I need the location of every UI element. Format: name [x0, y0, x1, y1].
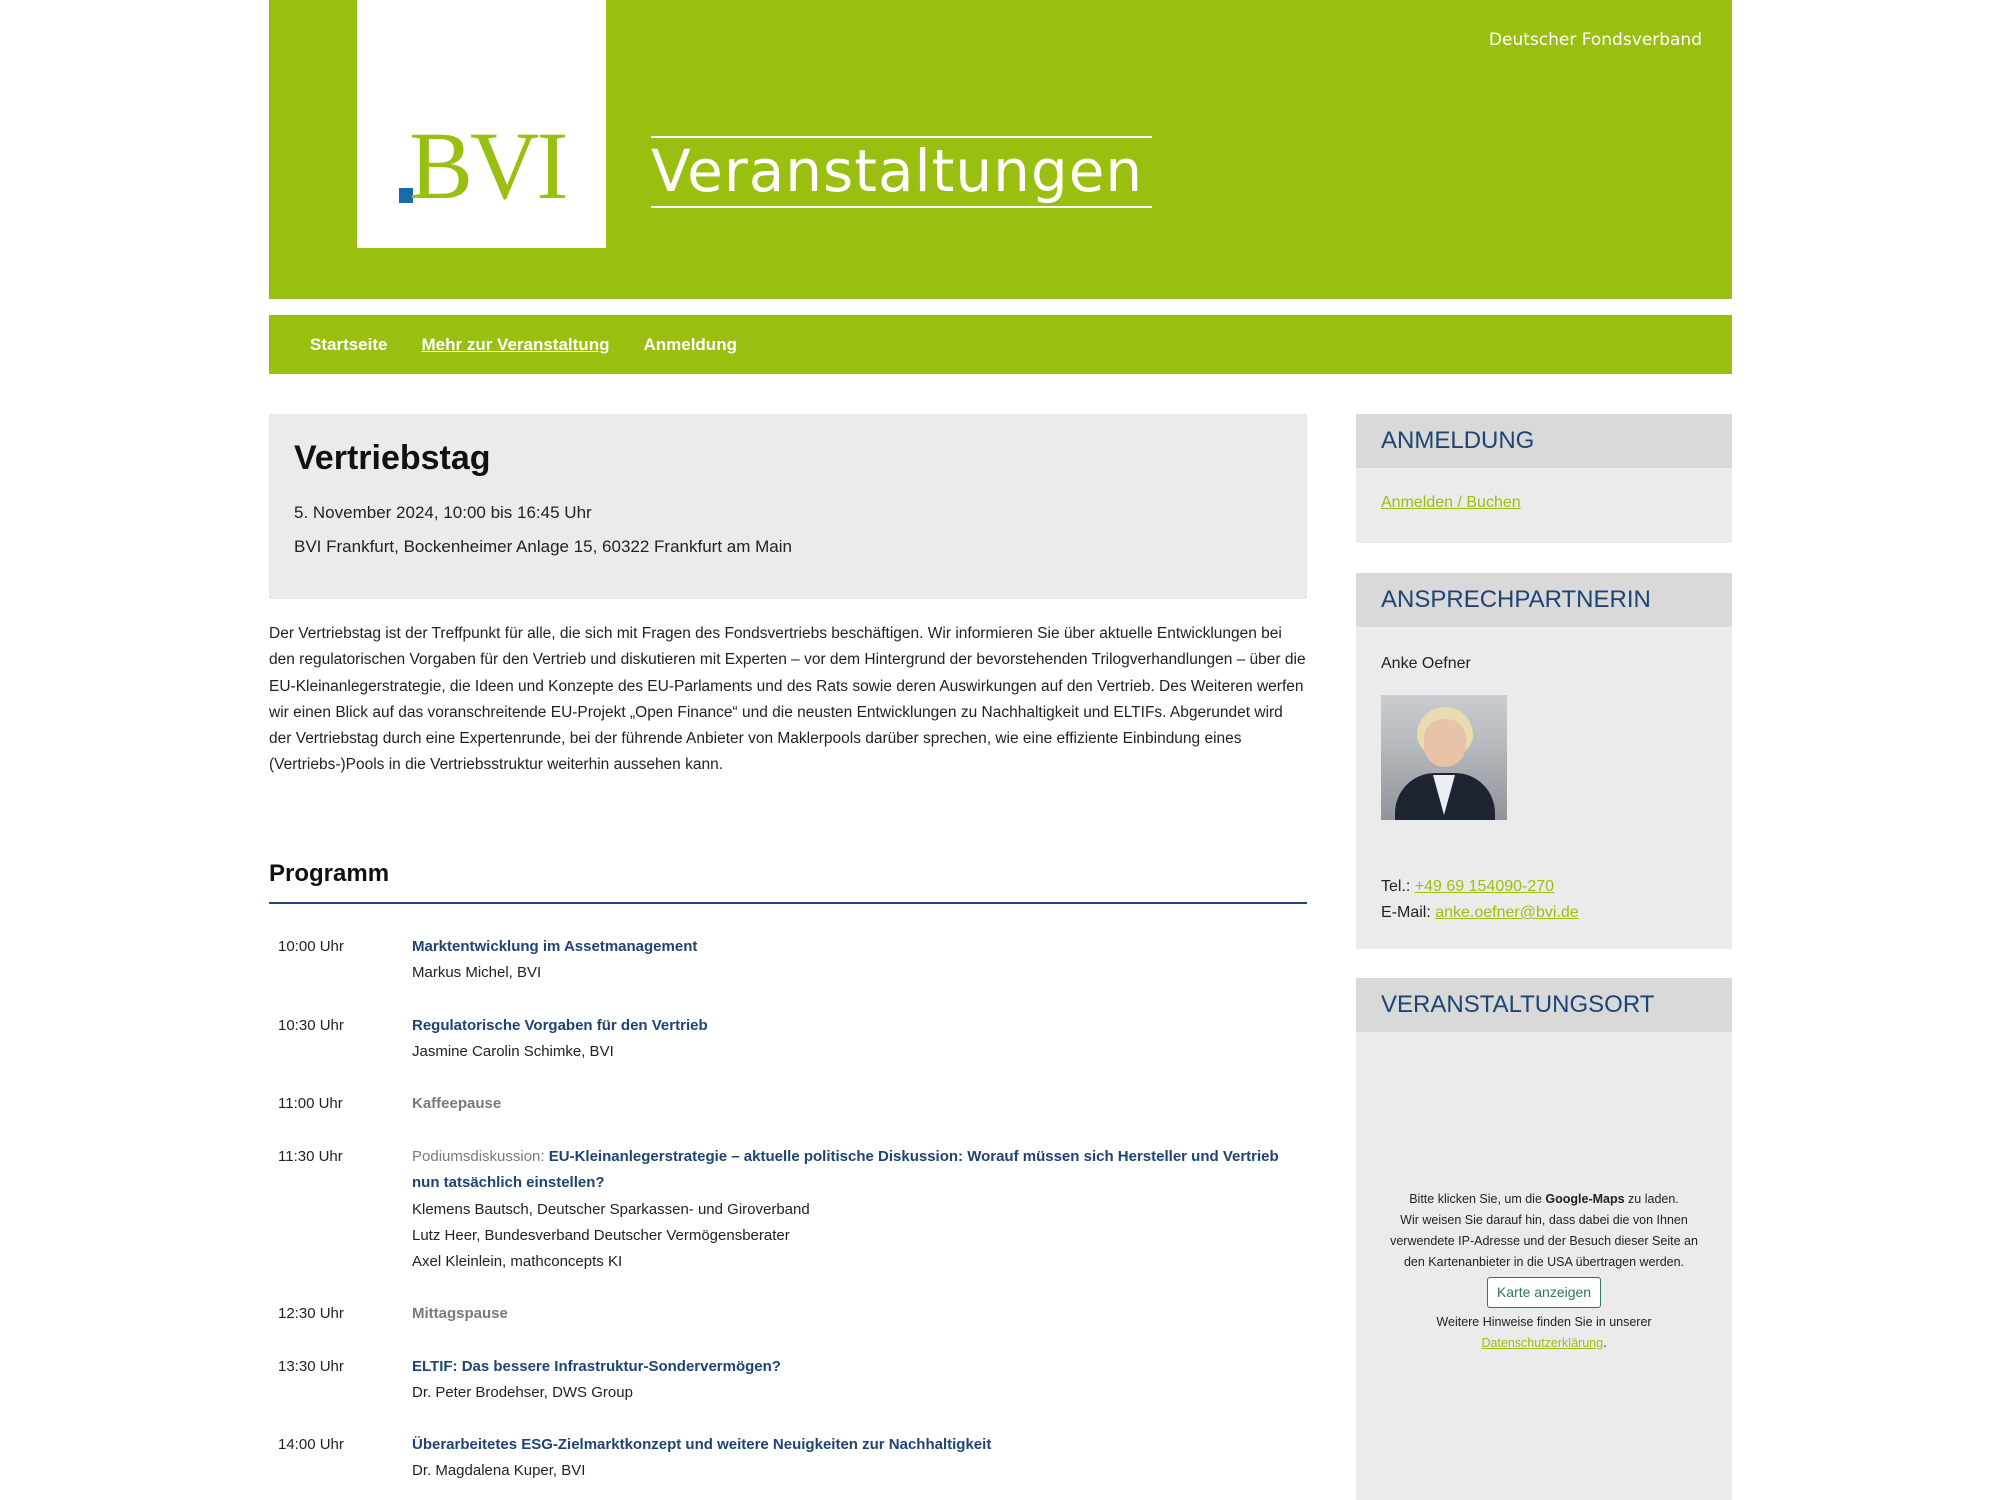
- program-time: 14:00 Uhr: [278, 1436, 344, 1453]
- main-nav: [269, 315, 1732, 374]
- event-location: BVI Frankfurt, Bockenheimer Anlage 15, 60322 Frankfurt am Main: [294, 537, 792, 556]
- bvi-logo[interactable]: [357, 0, 606, 248]
- program-topic-prefix: Podiumsdiskussion:: [412, 1148, 549, 1165]
- registration-heading: ANMELDUNG: [1356, 414, 1732, 468]
- event-summary: [269, 414, 1307, 599]
- program-speaker: Lutz Heer, Bundesverband Deutscher Vermögensberater: [412, 1226, 790, 1244]
- program-time: 12:30 Uhr: [278, 1305, 344, 1322]
- registration-panel: [1356, 414, 1732, 543]
- tel-label: Tel.:: [1381, 878, 1415, 895]
- contact-heading: ANSPRECHPARTNERIN: [1356, 573, 1732, 627]
- program-time: 10:30 Uhr: [278, 1017, 344, 1034]
- event-title: Vertriebstag: [294, 439, 491, 477]
- program-time: 13:30 Uhr: [278, 1358, 344, 1375]
- register-link[interactable]: Anmelden / Buchen: [1381, 494, 1521, 511]
- header-title: Veranstaltungen: [651, 137, 1144, 205]
- header-rule-bottom: [651, 206, 1152, 208]
- show-map-button[interactable]: Karte anzeigen: [1487, 1277, 1601, 1308]
- program-speaker: Markus Michel, BVI: [412, 964, 542, 982]
- program-time: 10:00 Uhr: [278, 938, 344, 955]
- email-link[interactable]: anke.oefner@bvi.de: [1435, 904, 1579, 921]
- program-topic: Überarbeitetes ESG-Zielmarktkonzept und weitere Neuigkeiten zur Nachhaltigkeit: [412, 1436, 992, 1453]
- program-title: Programm: [269, 860, 390, 887]
- map-notice-privacy: Wir weisen Sie darauf hin, dass dabei die von Ihnen verwendete IP-Adresse und der Besuch dieser Seite an den Kartenanbieter in die USA übertragen werden.: [1390, 1213, 1698, 1269]
- privacy-link[interactable]: Datenschutzerklärung: [1481, 1336, 1604, 1350]
- program-speaker: Klemens Bautsch, Deutscher Sparkassen- und Giroverband: [412, 1200, 810, 1218]
- nav-item-startseite[interactable]: Startseite: [310, 334, 388, 354]
- site-header: [269, 0, 1732, 299]
- map-placeholder: [1356, 1032, 1732, 1500]
- event-intro: Der Vertriebstag ist der Treffpunkt für alle, die sich mit Fragen des Fondsvertriebs beschäftigen. Wir informieren Sie über aktuelle Entwicklungen bei den regulatorischen Vorgaben für den Vertrieb und diskutieren mit Experten – vor dem Hintergrund der bevorstehenden Trilogverhandlungen – über die EU-Kleinanlegerstrategie, die Ideen und Konzepte des EU-Parlaments und des Rats sowie deren Auswirkungen auf den Vertrieb. Des Weiteren werfen wir einen Blick auf das voranschreitende EU-Projekt „Open Finance“ und die neusten Entwicklungen zu Nachhaltigkeit und ELTIFs. Abgerundet wird der Vertriebstag durch eine Expertenrunde, bei der führende Anbieter von Maklerpools darüber sprechen, wie eine effiziente Einbindung eines (Vertriebs-)Pools in die Vertriebsstruktur weiterhin aussehen kann.: [269, 625, 1306, 774]
- program-break: Kaffeepause: [412, 1095, 502, 1112]
- phone-link[interactable]: +49 69 154090-270: [1414, 878, 1555, 895]
- program-topic: Marktentwicklung im Assetmanagement: [412, 938, 698, 955]
- program-speaker: Dr. Peter Brodehser, DWS Group: [412, 1384, 633, 1402]
- venue-heading: VERANSTALTUNGSORT: [1356, 978, 1732, 1032]
- contact-name: Anke Oefner: [1381, 655, 1471, 672]
- program-topic: Regulatorische Vorgaben für den Vertrieb: [412, 1017, 708, 1034]
- map-notice-post: zu laden.: [1624, 1192, 1679, 1206]
- logo-text: BVI: [409, 112, 566, 219]
- nav-item-mehr-zur-veranstaltung[interactable]: Mehr zur Veranstaltung: [421, 334, 610, 354]
- email-label: E-Mail:: [1381, 904, 1436, 921]
- event-date: 5. November 2024, 10:00 bis 16:45 Uhr: [294, 503, 592, 522]
- program-break: Mittagspause: [412, 1305, 508, 1322]
- nav-item-anmeldung[interactable]: Anmeldung: [643, 334, 737, 354]
- program-speaker: Axel Kleinlein, mathconcepts KI: [412, 1253, 623, 1271]
- program-speaker: Dr. Magdalena Kuper, BVI: [412, 1462, 586, 1480]
- privacy-period: .: [1603, 1336, 1607, 1350]
- program-time: 11:30 Uhr: [278, 1148, 343, 1165]
- venue-panel: [1356, 978, 1732, 1500]
- contact-photo: [1381, 695, 1507, 820]
- map-notice-bold: Google-Maps: [1545, 1192, 1625, 1206]
- program-time: 11:00 Uhr: [278, 1095, 343, 1112]
- privacy-note: Weitere Hinweise finden Sie in unserer: [1436, 1315, 1652, 1329]
- program-topic: EU-Kleinanlegerstrategie – aktuelle politische Diskussion: Worauf müssen sich Hersteller und Vertrieb nun tatsächlich einstellen?: [412, 1148, 1279, 1192]
- program-divider: [269, 902, 1307, 904]
- program-topic: ELTIF: Das bessere Infrastruktur-Sondervermögen?: [412, 1358, 781, 1375]
- map-notice-pre: Bitte klicken Sie, um die: [1409, 1192, 1546, 1206]
- header-brand: Deutscher Fondsverband: [1488, 30, 1702, 50]
- program-speaker: Jasmine Carolin Schimke, BVI: [412, 1043, 614, 1061]
- contact-panel: [1356, 573, 1732, 949]
